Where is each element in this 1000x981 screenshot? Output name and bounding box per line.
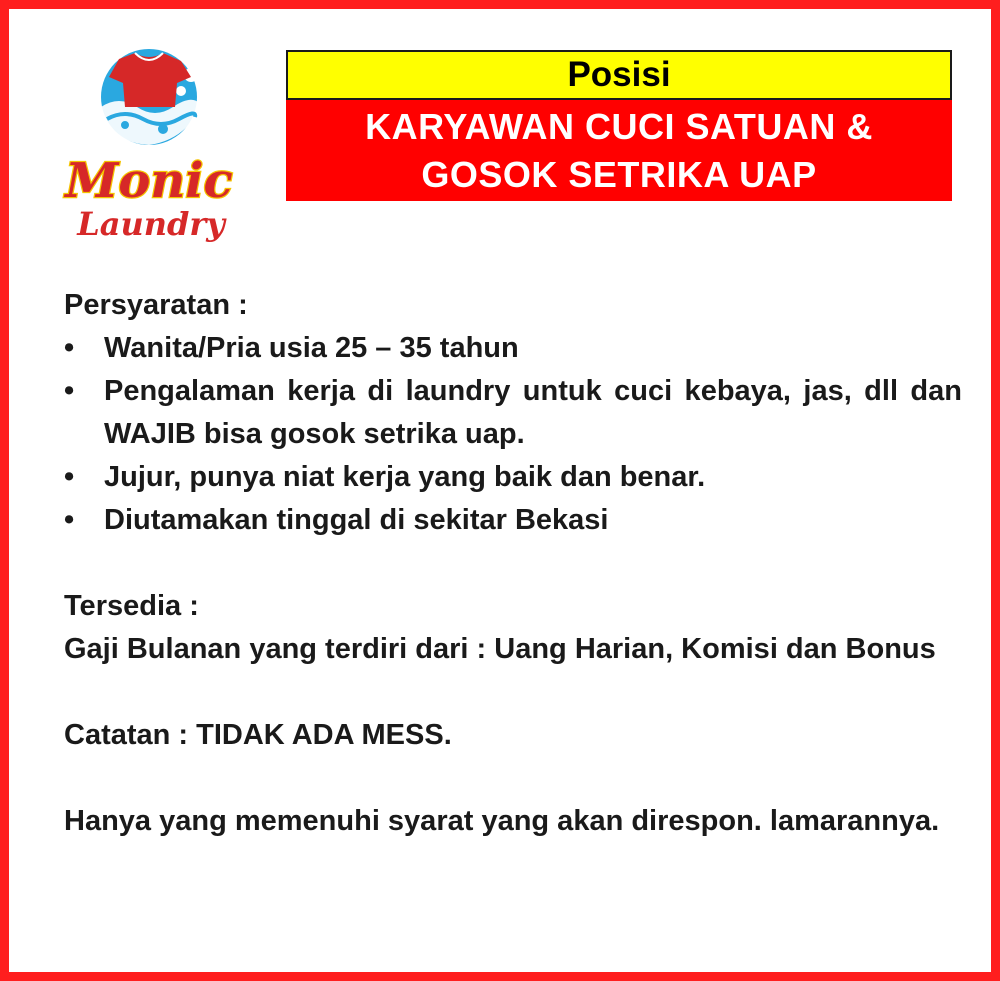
list-item: [64, 370, 962, 456]
position-label: Posisi: [567, 55, 671, 94]
requirements-heading: Persyaratan :: [64, 289, 248, 321]
requirement-text: Jujur, punya niat kerja yang baik dan benar.: [104, 461, 706, 493]
laundry-logo-icon: [59, 45, 239, 255]
monic-laundry-logo: [59, 45, 239, 255]
logo-brand-subtitle: Laundry: [77, 205, 225, 243]
position-label-banner: [286, 50, 952, 100]
closing-text: Hanya yang memenuhi syarat yang akan direspon. lamarannya.: [64, 805, 940, 837]
note-text: Catatan : TIDAK ADA MESS.: [64, 719, 452, 751]
requirements-list: [64, 327, 962, 542]
bullet-icon: •: [64, 461, 75, 493]
position-title-banner: [286, 100, 952, 201]
bullet-icon: •: [64, 332, 75, 364]
position-title-line2: GOSOK SETRIKA UAP: [421, 153, 817, 195]
bullet-icon: •: [64, 375, 75, 407]
requirement-text: Pengalaman kerja di laundry untuk cuci kebaya, jas, dll dan WAJIB bisa gosok setrika uap.: [104, 375, 962, 450]
bullet-icon: •: [64, 504, 75, 536]
position-title-line1: KARYAWAN CUCI SATUAN &: [365, 105, 873, 147]
list-item: [64, 499, 962, 542]
salary-text: Gaji Bulanan yang terdiri dari : Uang Harian, Komisi dan Bonus: [64, 633, 936, 665]
available-heading: Tersedia :: [64, 590, 199, 622]
logo-brand-name: Monic: [65, 153, 233, 209]
list-item: [64, 327, 962, 370]
list-item: [64, 456, 962, 499]
job-details: [64, 284, 962, 843]
requirement-text: Diutamakan tinggal di sekitar Bekasi: [104, 504, 609, 536]
requirement-text: Wanita/Pria usia 25 – 35 tahun: [104, 332, 519, 364]
